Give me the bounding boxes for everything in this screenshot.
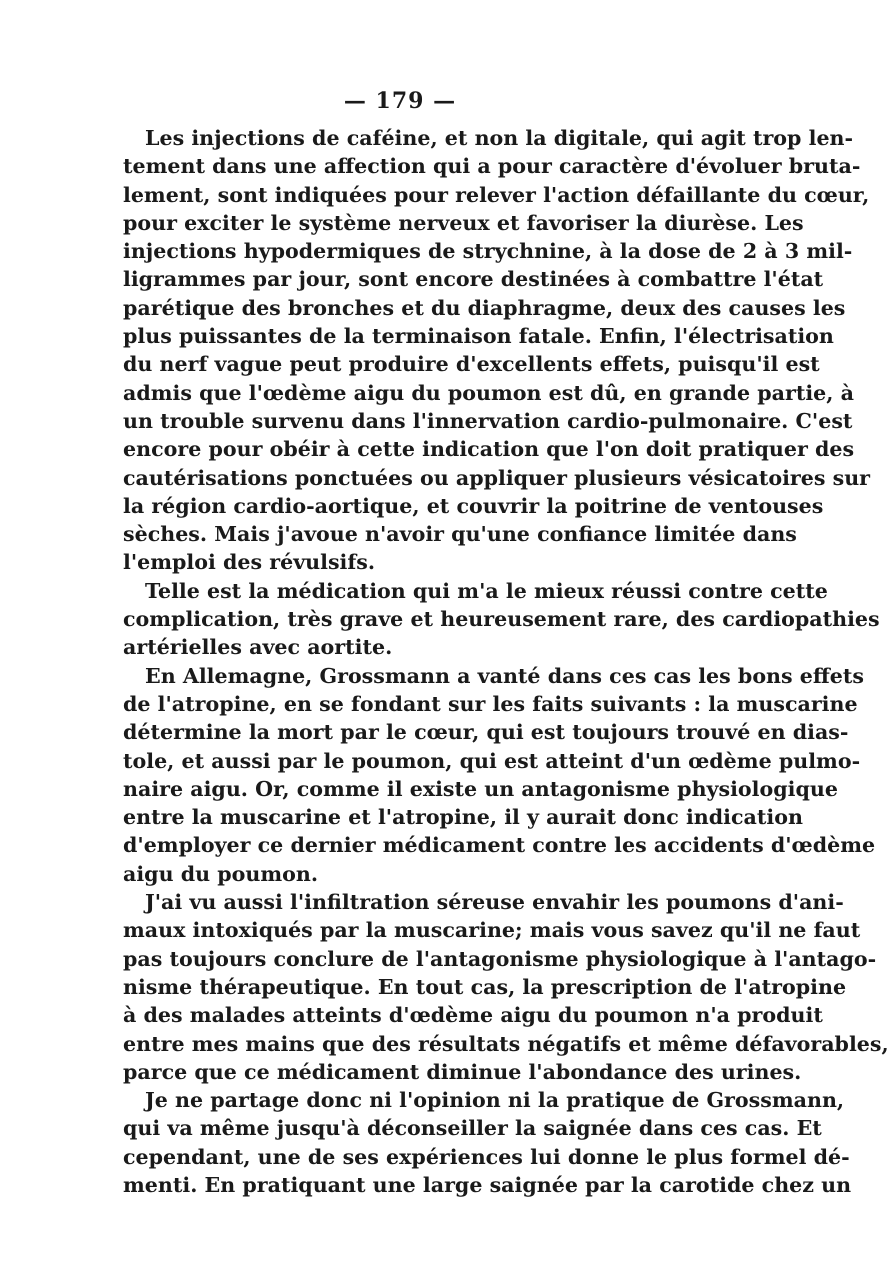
text-line: qui va même jusqu'à déconseiller la saignée dans ces cas. Et	[123, 1116, 822, 1141]
page-number: — 179 —	[343, 88, 457, 114]
text-line: entre la muscarine et l'atropine, il y aurait donc indication	[123, 805, 803, 830]
text-line: tement dans une affection qui a pour caractère d'évoluer bruta-	[123, 154, 861, 179]
text-line: encore pour obéir à cette indication que l'on doit pratiquer des	[123, 437, 855, 462]
text-line: injections hypodermiques de strychnine, à la dose de 2 à 3 mil-	[123, 239, 853, 264]
paragraph	[123, 888, 889, 1086]
text-line: nisme thérapeutique. En tout cas, la prescription de l'atropine	[123, 974, 847, 999]
text-line: plus puissantes de la terminaison fatale. Enfin, l'électrisation	[123, 324, 834, 349]
paragraph	[123, 577, 880, 662]
text-line: l'emploi des révulsifs.	[123, 550, 375, 575]
text-line: maux intoxiqués par la muscarine; mais vous savez qu'il ne faut	[123, 918, 861, 943]
text-line: cautérisations ponctuées ou appliquer plusieurs vésicatoires sur	[123, 465, 871, 490]
text-line: menti. En pratiquant une large saignée par la carotide chez un	[123, 1172, 852, 1197]
text-line: Telle est la médication qui m'a le mieux réussi contre cette	[145, 578, 828, 603]
text-line: entre mes mains que des résultats négatifs et même défavorables,	[123, 1031, 889, 1056]
text-line: cependant, une de ses expériences lui donne le plus formel dé-	[123, 1144, 850, 1169]
text-line: lement, sont indiquées pour relever l'action défaillante du cœur,	[123, 182, 870, 207]
text-line: détermine la mort par le cœur, qui est toujours trouvé en dias-	[123, 720, 849, 745]
paragraph	[123, 124, 871, 577]
text-line: la région cardio-aortique, et couvrir la poitrine de ventouses	[123, 493, 824, 518]
text-line: artérielles avec aortite.	[123, 635, 393, 660]
text-line: du nerf vague peut produire d'excellents effets, puisqu'il est	[123, 352, 820, 377]
text-line: parétique des bronches et du diaphragme, deux des causes les	[123, 295, 846, 320]
text-line: complication, très grave et heureusement rare, des cardiopathies	[123, 607, 880, 632]
text-line: sèches. Mais j'avoue n'avoir qu'une confiance limitée dans	[123, 522, 797, 547]
text-line: à des malades atteints d'œdème aigu du poumon n'a produit	[123, 1003, 823, 1028]
text-line: d'employer ce dernier médicament contre les accidents d'œdème	[123, 833, 876, 858]
text-line: En Allemagne, Grossmann a vanté dans ces cas les bons effets	[145, 663, 865, 688]
text-line: pour exciter le système nerveux et favoriser la diurèse. Les	[123, 210, 804, 235]
body-text	[123, 124, 889, 1199]
text-line: naire aigu. Or, comme il existe un antagonisme physiologique	[123, 776, 838, 801]
paragraph	[123, 1086, 852, 1199]
text-line: parce que ce médicament diminue l'abondance des urines.	[123, 1059, 802, 1084]
text-line: un trouble survenu dans l'innervation cardio-pulmonaire. C'est	[123, 408, 853, 433]
paragraph	[123, 662, 876, 888]
text-line: tole, et aussi par le poumon, qui est atteint d'un œdème pulmo-	[123, 748, 861, 773]
text-line: J'ai vu aussi l'infiltration séreuse envahir les poumons d'ani-	[145, 890, 844, 915]
text-line: Je ne partage donc ni l'opinion ni la pratique de Grossmann,	[145, 1088, 845, 1113]
text-line: pas toujours conclure de l'antagonisme physiologique à l'antago-	[123, 946, 877, 971]
text-line: de l'atropine, en se fondant sur les faits suivants : la muscarine	[123, 691, 858, 716]
text-line: ligrammes par jour, sont encore destinées à combattre l'état	[123, 267, 824, 292]
text-line: aigu du poumon.	[123, 861, 319, 886]
text-line: admis que l'œdème aigu du poumon est dû, en grande partie, à	[123, 380, 854, 405]
text-line: Les injections de caféine, et non la digitale, qui agit trop len-	[145, 126, 854, 150]
